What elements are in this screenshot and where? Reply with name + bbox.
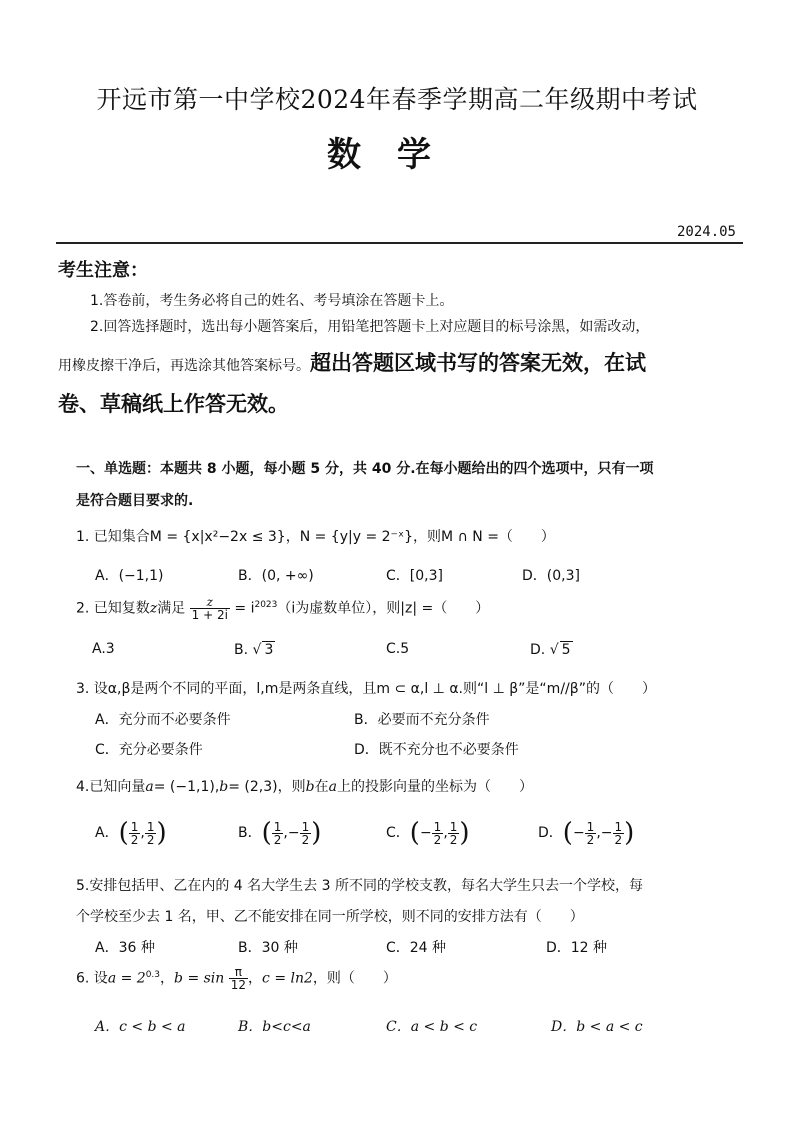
question-2-fraction: [190, 596, 230, 621]
exam-date: 2024.05: [676, 224, 736, 240]
question-6-expr-c: c = ln2: [262, 970, 313, 987]
question-1-stem: 1. 已知集合M = {x|x²−2x ≤ 3}，N = {y|y = 2⁻ˣ}，则M ∩ N =（ ）: [76, 529, 555, 545]
question-5-stem-line-2: 个学校至少去 1 名，甲、乙不能安排在同一所学校，则不同的安排方法有（ ）: [76, 909, 584, 925]
question-4-stem: [76, 776, 533, 796]
question-4-option-d-x-sign: −: [572, 825, 585, 841]
question-4-option-d-x-num: 1: [586, 819, 595, 834]
question-2-frac-num: z: [206, 595, 213, 609]
question-2-option-b-radicand: 3: [264, 642, 274, 658]
question-4-option-a: A．( $\frac{1}{2}$ , $\frac{1}{2}$ ): [95, 818, 167, 848]
question-4-option-b-y-den: 2: [301, 832, 310, 847]
question-2-stem: [76, 596, 489, 621]
question-4-option-b-x-num: 1: [273, 819, 282, 834]
question-1-option-a: A．(−1,1): [95, 568, 164, 584]
question-4-text-a: 4.已知向量: [76, 779, 146, 795]
question-3-stem: 3. 设α,β是两个不同的平面，l,m是两条直线，且m ⊂ α,l ⊥ α.则“l ⊥ β”是“m//β”的（ ）: [76, 681, 656, 697]
question-1-option-d: D．(0,3]: [522, 568, 580, 584]
notice-item-2-line-1: 2.回答选择题时，选出每小题答案后，用铅笔把答题卡上对应题目的标号涂黑，如需改动，: [90, 319, 650, 335]
question-6-exponent: 0.3: [145, 969, 161, 980]
exam-title: 开远市第一中学校2024年春季学期高二年级期中考试: [96, 85, 698, 114]
question-6-sep-1: ，: [160, 970, 175, 987]
question-4-option-a-y-num: 1: [146, 819, 155, 834]
question-4-text-e: 上的投影向量的坐标为（ ）: [336, 779, 533, 795]
question-4-option-a-label: A．: [95, 825, 119, 841]
notice-title: 考生注意：: [58, 260, 148, 281]
question-5-stem-line-1: 5.安排包括甲、乙在内的 4 名大学生去 3 所不同的学校支教，每名大学生只去一个学校，每: [76, 878, 643, 894]
notice-warning-1: 超出答题区域书写的答案无效，在试: [310, 351, 646, 375]
question-4-option-c-label: C．: [386, 825, 410, 841]
question-4-option-c-x-sign: −: [419, 825, 432, 841]
notice-item-2-line-2: [58, 347, 646, 377]
question-3-option-a: A．充分而不必要条件: [95, 712, 231, 728]
question-4-option-b-label: B．: [238, 825, 262, 841]
question-2-text-c: = i: [234, 600, 255, 617]
question-4-vector-b: b: [219, 779, 229, 795]
section-heading-line-1: 一、单选题：本题共 8 小题，每小题 5 分，共 40 分.在每小题给出的四个选项中，只有一项: [76, 461, 654, 477]
question-4-option-b-y-sign: −: [287, 825, 300, 841]
question-6-stem: [76, 966, 397, 991]
question-4-option-b-x-den: 2: [273, 832, 282, 847]
question-2-option-d-label: D.: [530, 642, 550, 658]
question-1-option-b: B．(0, +∞): [238, 568, 314, 584]
notice-item-2-text: 用橡皮擦干净后，再选涂其他答案标号。: [58, 358, 310, 374]
question-5-option-a: A．36 种: [95, 940, 155, 956]
question-2-var-z: z: [149, 600, 158, 617]
question-6-text-g: ，则（ ）: [312, 970, 397, 987]
question-4-text-d: 在: [314, 779, 329, 795]
question-5-option-d: D．12 种: [546, 940, 608, 956]
question-6-frac-num: π: [234, 965, 243, 979]
question-2-option-b: B. √ 3: [234, 642, 274, 658]
question-2-exponent: 2023: [254, 599, 278, 610]
question-4-option-d-y-den: 2: [614, 832, 623, 847]
question-3-option-b: B．必要而不充分条件: [354, 712, 490, 728]
notice-warning-2: 卷、草稿纸上作答无效。: [58, 392, 289, 416]
question-6-option-d: D．b < a < c: [551, 1019, 643, 1035]
question-2-frac-den: 1 + 2i: [191, 608, 228, 622]
question-6-expr-a: a = 2: [107, 970, 146, 987]
question-5-option-c: C．24 种: [386, 940, 447, 956]
question-2-option-a: A.3: [92, 641, 115, 657]
question-4-text-b: = (−1,1),: [153, 779, 220, 795]
question-2-text-d: （i为虚数单位），则|z| =（ ）: [277, 600, 490, 617]
question-5-option-b: B．30 种: [238, 940, 298, 956]
question-4-option-d-y-num: 1: [614, 819, 623, 834]
question-4-option-d-x-den: 2: [586, 832, 595, 847]
question-6-frac-den: 12: [230, 978, 247, 992]
question-4-vector-b-ref: b: [305, 779, 315, 795]
question-4-option-c-y-den: 2: [449, 832, 458, 847]
question-4-option-b-y-num: 1: [301, 819, 310, 834]
question-2-option-d-radicand: 5: [561, 642, 571, 658]
section-heading-line-2: 是符合题目要求的.: [76, 493, 194, 509]
question-4-option-c: C．(− $\frac{1}{2}$ , $\frac{1}{2}$ ): [386, 818, 470, 848]
question-6-option-a: A．c < b < a: [95, 1019, 186, 1035]
question-6-sep-2: ，: [248, 970, 263, 987]
question-6-fraction: [229, 966, 248, 991]
question-4-option-a-x-num: 1: [130, 819, 139, 834]
question-2-text-a: 2. 已知复数: [76, 600, 150, 617]
question-4-text-c: = (2,3)，则: [228, 779, 306, 795]
question-3-option-c: C．充分必要条件: [95, 742, 203, 758]
question-4-vector-a-ref: a: [328, 779, 337, 795]
question-4-option-a-y-den: 2: [146, 832, 155, 847]
question-2-option-d: D. √ 5: [530, 642, 571, 658]
question-4-option-c-x-num: 1: [433, 819, 442, 834]
question-6-text-a: 6. 设: [76, 970, 108, 987]
question-4-option-b: B．( $\frac{1}{2}$ ,− $\frac{1}{2}$ ): [238, 818, 322, 848]
header-divider: [56, 242, 743, 244]
question-4-option-c-x-den: 2: [433, 832, 442, 847]
subject-title: 数学: [327, 135, 467, 175]
notice-item-1: 1.答卷前，考生务必将自己的姓名、考号填涂在答题卡上。: [90, 293, 454, 309]
question-4-vector-a: a: [145, 779, 154, 795]
question-6-option-c: C．a < b < c: [386, 1019, 478, 1035]
question-4-option-c-y-num: 1: [449, 819, 458, 834]
question-4-option-d-y-sign: −: [600, 825, 613, 841]
question-2-option-c: C.5: [386, 641, 410, 657]
question-3-option-d: D．既不充分也不必要条件: [354, 742, 519, 758]
question-6-option-b: B．b<c<a: [238, 1019, 311, 1035]
question-2-text-b: 满足: [157, 600, 186, 617]
question-1-option-c: C．[0,3]: [386, 568, 443, 584]
question-6-expr-b: b = sin: [174, 970, 225, 987]
question-4-option-d-label: D．: [538, 825, 563, 841]
question-4-option-a-x-den: 2: [130, 832, 139, 847]
question-2-option-b-label: B.: [234, 642, 253, 658]
question-4-option-d: D．(− $\frac{1}{2}$ ,− $\frac{1}{2}$ ): [538, 818, 635, 848]
